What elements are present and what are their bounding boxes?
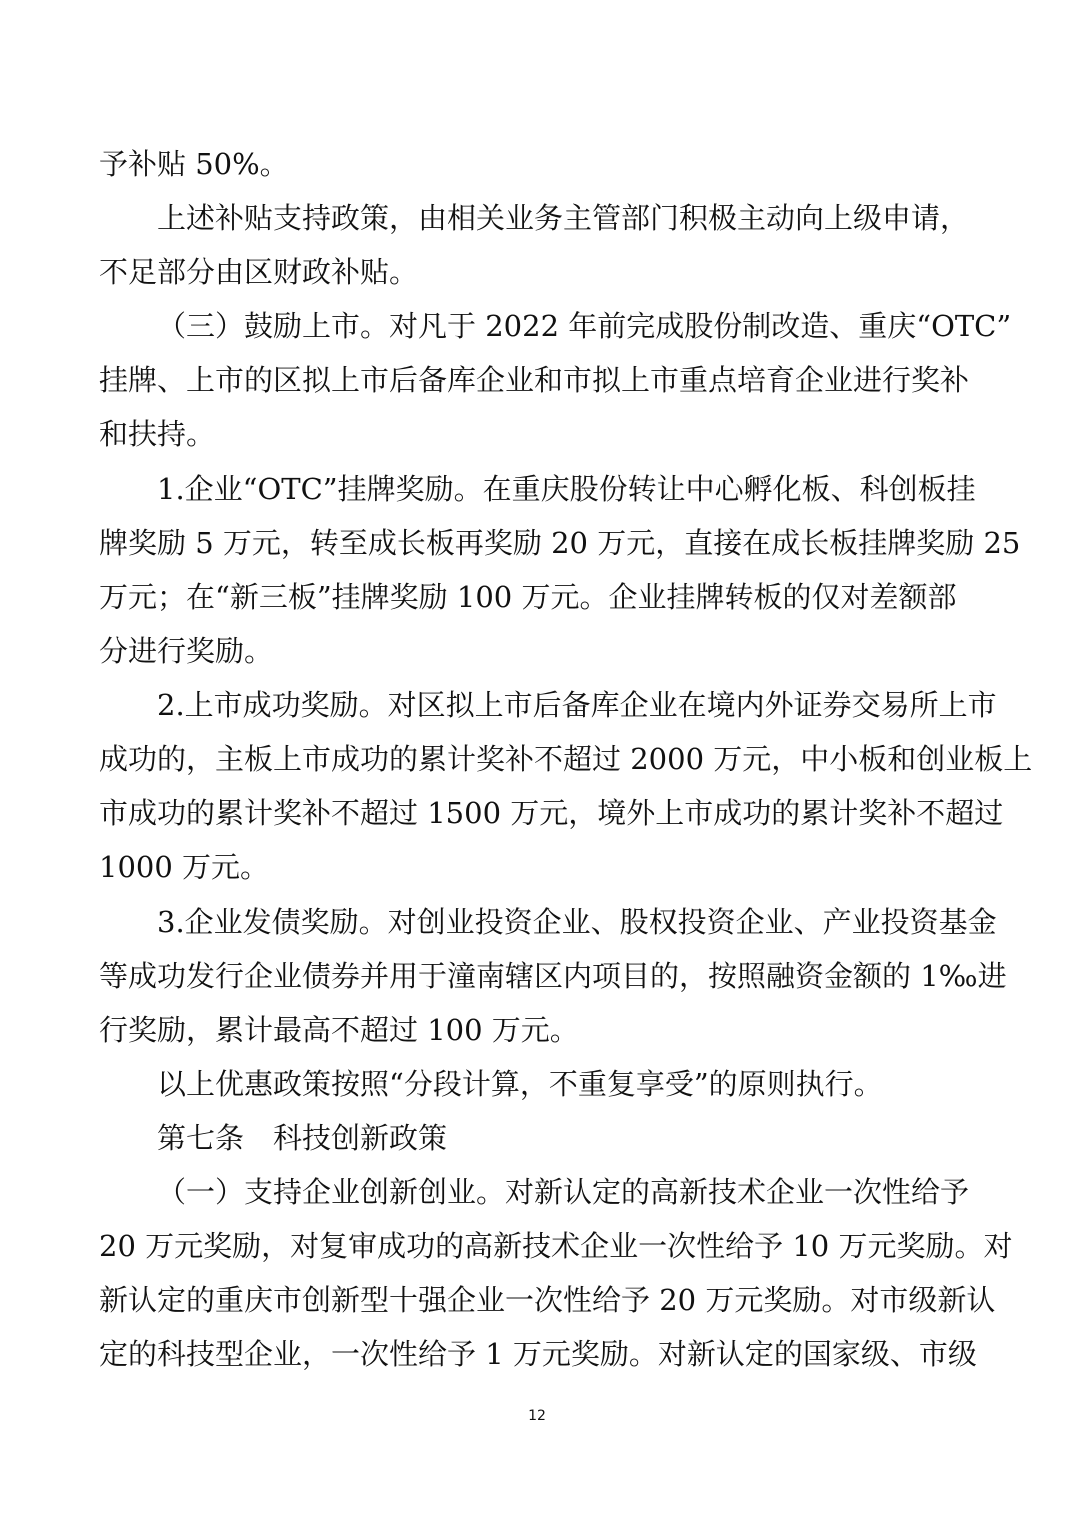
page-number: 12 (528, 1408, 546, 1424)
text-line: （一）支持企业创新创业。对新认定的高新技术企业一次性给予 (157, 1175, 970, 1209)
text-line: 成功的，主板上市成功的累计奖补不超过 2000 万元，中小板和创业板上 (99, 742, 1033, 776)
text-line: 上述补贴支持政策，由相关业务主管部门积极主动向上级申请， (157, 201, 970, 235)
text-line: 20 万元奖励，对复审成功的高新技术企业一次性给予 10 万元奖励。对 (99, 1229, 1013, 1263)
text-line: 等成功发行企业债券并用于潼南辖区内项目的，按照融资金额的 1‰进 (99, 959, 1007, 993)
text-line: 1.企业“OTC”挂牌奖励。在重庆股份转让中心孵化板、科创板挂 (157, 472, 976, 506)
text-line: 2.上市成功奖励。对区拟上市后备库企业在境内外证券交易所上市 (157, 688, 997, 722)
text-line: 市成功的累计奖补不超过 1500 万元，境外上市成功的累计奖补不超过 (99, 796, 1004, 830)
text-line: 和扶持。 (99, 417, 216, 451)
text-line: 牌奖励 5 万元，转至成长板再奖励 20 万元，直接在成长板挂牌奖励 25 (99, 526, 1021, 560)
text-line: （三）鼓励上市。对凡于 2022 年前完成股份制改造、重庆“OTC” (157, 309, 1012, 343)
text-line: 分进行奖励。 (99, 634, 274, 668)
text-line: 3.企业发债奖励。对创业投资企业、股权投资企业、产业投资基金 (157, 905, 997, 939)
text-line: 不足部分由区财政补贴。 (99, 255, 419, 289)
text-line: 予补贴 50%。 (99, 147, 289, 181)
text-line: 行奖励，累计最高不超过 100 万元。 (99, 1013, 579, 1047)
text-line: 1000 万元。 (99, 850, 270, 884)
text-line: 以上优惠政策按照“分段计算，不重复享受”的原则执行。 (157, 1067, 883, 1101)
text-line: 万元；在“新三板”挂牌奖励 100 万元。企业挂牌转板的仅对差额部 (99, 580, 957, 614)
text-line: 挂牌、上市的区拟上市后备库企业和市拟上市重点培育企业进行奖补 (99, 363, 970, 397)
text-line: 定的科技型企业，一次性给予 1 万元奖励。对新认定的国家级、市级 (99, 1337, 977, 1371)
section-heading: 第七条 科技创新政策 (157, 1121, 448, 1155)
text-line: 新认定的重庆市创新型十强企业一次性给予 20 万元奖励。对市级新认 (99, 1283, 996, 1317)
